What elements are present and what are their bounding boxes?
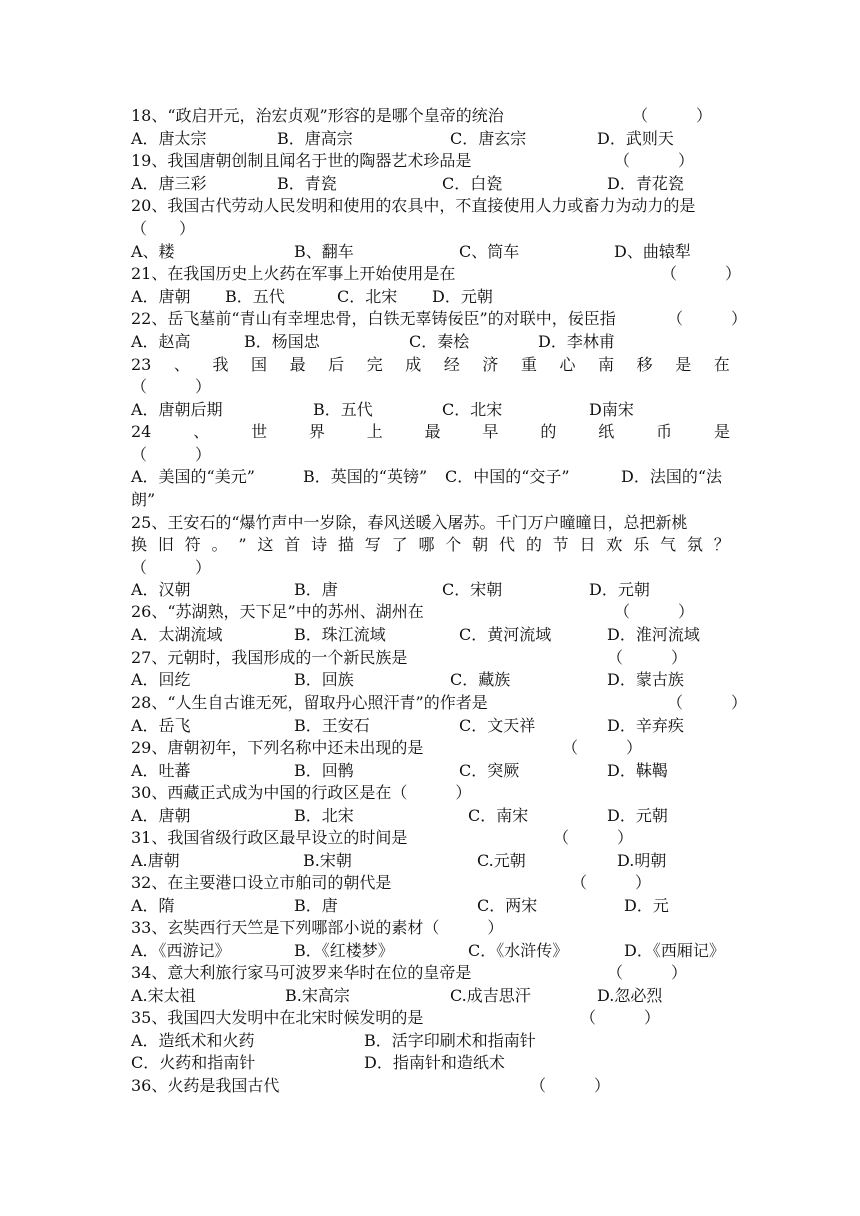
stem-char: 完: [366, 355, 383, 374]
q24-option-a: A．美国的“美元”: [131, 467, 255, 486]
q20-option-d: D、曲辕犁: [614, 242, 691, 261]
q22-option-b: B．杨国忠: [244, 332, 320, 351]
stem-char: ？: [713, 535, 730, 554]
question-22-stem: 22、岳飞墓前“青山有幸埋忠骨，白铁无辜铸佞臣”的对联中，佞臣指: [131, 309, 616, 328]
stem-char: 欢: [606, 535, 623, 554]
question-27-stem: 27、元朝时，我国形成的一个新民族是: [131, 648, 408, 667]
q24-option-d-wrap: 朗”: [131, 490, 156, 509]
stem-char: 旧: [157, 535, 174, 554]
q26-option-b: B．珠江流域: [294, 625, 386, 644]
q18-option-c: C．唐玄宗: [450, 129, 527, 148]
q35-option-b: B．活字印刷术和指南针: [364, 1031, 536, 1050]
stem-char: 纸: [598, 422, 615, 441]
q34-option-a: A.宋太祖: [131, 986, 196, 1005]
q25-option-b: B．唐: [294, 580, 338, 599]
stem-char: 哪: [418, 535, 435, 554]
question-35-blank: （ ）: [580, 1008, 661, 1027]
stem-char: 我: [212, 355, 229, 374]
q29-option-b: B．回鹘: [294, 761, 354, 780]
stem-char: 。: [211, 535, 228, 554]
q34-option-b: B.宋高宗: [285, 986, 350, 1005]
stem-char: 个: [445, 535, 462, 554]
q23-option-a: A．唐朝后期: [131, 400, 223, 419]
question-31-blank: （ ）: [553, 828, 634, 847]
q30-option-a: A．唐朝: [131, 806, 191, 825]
q25-option-d: D．元朝: [589, 580, 650, 599]
stem-char: 诗: [311, 535, 328, 554]
q31-option-c: C.元朝: [477, 851, 526, 870]
q28-option-a: A．岳飞: [131, 716, 191, 735]
stem-char: 成: [405, 355, 422, 374]
question-25-blank: （ ）: [131, 558, 212, 577]
stem-char: 是: [713, 422, 730, 441]
question-28-blank: （ ）: [667, 693, 748, 712]
question-29-blank: （ ）: [562, 738, 643, 757]
q21-option-d: D．元朝: [432, 287, 493, 306]
stem-char: 符: [184, 535, 201, 554]
q34-option-c: C.成吉思汗: [450, 986, 531, 1005]
q29-option-a: A．吐蕃: [131, 761, 191, 780]
question-33-stem: 33、玄奘西行天竺是下列哪部小说的素材（ ）: [131, 918, 504, 937]
question-28-stem: 28、“人生自古谁无死，留取丹心照汗青”的作者是: [131, 693, 488, 712]
stem-char: 朝: [472, 535, 489, 554]
stem-char: 心: [559, 355, 576, 374]
q23-option-d: D南宋: [589, 400, 634, 419]
question-32-blank: （ ）: [571, 873, 652, 892]
q32-option-a: A．隋: [131, 896, 175, 915]
q21-option-c: C．北宋: [337, 287, 398, 306]
q35-option-c: C．火药和指南针: [131, 1053, 256, 1072]
q22-option-d: D．李林甫: [538, 332, 615, 351]
stem-char: 23: [131, 355, 152, 374]
q22-option-a: A．赵高: [131, 332, 191, 351]
q29-option-d: D．靺鞨: [607, 761, 668, 780]
stem-char: 气: [660, 535, 677, 554]
q18-option-a: A．唐太宗: [131, 129, 207, 148]
stem-char: 节: [552, 535, 569, 554]
question-27-blank: （ ）: [607, 648, 688, 667]
stem-char: 在: [713, 355, 730, 374]
question-36-stem: 36、火药是我国古代: [131, 1076, 280, 1095]
q31-option-d: D.明朝: [617, 851, 667, 870]
q32-option-c: C．两宋: [477, 896, 538, 915]
stem-char: 24: [131, 422, 152, 441]
q24-option-d: D．法国的“法: [621, 467, 723, 486]
question-18-blank: （ ）: [632, 106, 713, 125]
q27-option-c: C．藏族: [450, 670, 511, 689]
stem-char: 换: [131, 535, 148, 554]
stem-char: 乐: [633, 535, 650, 554]
q35-option-a: A．造纸术和火药: [131, 1031, 255, 1050]
q20-option-a: A、耧: [131, 242, 175, 261]
q28-option-b: B．王安石: [294, 716, 370, 735]
question-21-blank: （ ）: [661, 264, 742, 283]
q27-option-a: A．回纥: [131, 670, 191, 689]
q19-option-b: B．青瓷: [277, 174, 337, 193]
stem-char: 国: [251, 355, 268, 374]
question-26-stem: 26、“苏湖熟，天下足”中的苏州、湖州在: [131, 602, 424, 621]
question-24-blank: （ ）: [131, 445, 212, 464]
q19-option-a: A．唐三彩: [131, 174, 207, 193]
question-35-stem: 35、我国四大发明中在北宋时候发明的是: [131, 1008, 424, 1027]
q26-option-c: C．黄河流域: [459, 625, 552, 644]
q27-option-d: D．蒙古族: [607, 670, 684, 689]
question-25-stem-line2: [131, 535, 730, 555]
stem-char: 氛: [686, 535, 703, 554]
q21-option-b: B．五代: [225, 287, 285, 306]
q31-option-b: B.宋朝: [303, 851, 352, 870]
stem-char: 移: [636, 355, 653, 374]
q20-option-b: B、翻车: [294, 242, 354, 261]
stem-char: 早: [482, 422, 499, 441]
stem-char: 上: [366, 422, 383, 441]
stem-char: 的: [525, 535, 542, 554]
q24-option-b: B．英国的“英镑”: [303, 467, 428, 486]
q23-option-b: B．五代: [313, 400, 373, 419]
stem-char: 写: [364, 535, 381, 554]
q19-option-c: C．白瓷: [442, 174, 503, 193]
stem-char: 最: [424, 422, 441, 441]
question-19-stem: 19、我国唐朝创制且闻名于世的陶器艺术珍品是: [131, 151, 472, 170]
question-20-blank: （ ）: [131, 219, 196, 238]
stem-char: 代: [498, 535, 515, 554]
q18-option-b: B．唐高宗: [277, 129, 353, 148]
question-34-blank: （ ）: [607, 963, 688, 982]
question-32-stem: 32、在主要港口设立市舶司的朝代是: [131, 873, 392, 892]
stem-char: 界: [308, 422, 325, 441]
q30-option-b: B．北宋: [294, 806, 354, 825]
question-22-blank: （ ）: [667, 309, 748, 328]
stem-char: 世: [251, 422, 268, 441]
question-29-stem: 29、唐朝初年，下列名称中还未出现的是: [131, 738, 424, 757]
stem-char: 首: [284, 535, 301, 554]
q31-option-a: A.唐朝: [131, 851, 180, 870]
question-26-blank: （ ）: [614, 602, 695, 621]
question-24-stem: [131, 422, 730, 442]
q32-option-b: B．唐: [294, 896, 338, 915]
q18-option-d: D．武则天: [597, 129, 674, 148]
stem-char: 重: [520, 355, 537, 374]
stem-char: 描: [337, 535, 354, 554]
question-21-stem: 21、在我国历史上火药在军事上开始使用是在: [131, 264, 456, 283]
q34-option-d: D.忽必烈: [597, 986, 663, 1005]
q28-option-d: D．辛弃疾: [607, 716, 684, 735]
q22-option-c: C．秦桧: [409, 332, 470, 351]
stem-char: 了: [391, 535, 408, 554]
stem-char: 经: [443, 355, 460, 374]
q26-option-a: A．太湖流域: [131, 625, 223, 644]
q28-option-c: C．文天祥: [459, 716, 536, 735]
question-34-stem: 34、意大利旅行家马可波罗来华时在位的皇帝是: [131, 963, 472, 982]
question-36-blank: （ ）: [530, 1076, 611, 1095]
q29-option-c: C．突厥: [459, 761, 520, 780]
q19-option-d: D．青花瓷: [607, 174, 684, 193]
q33-option-b: B．《红楼梦》: [294, 941, 394, 960]
stem-char: 日: [579, 535, 596, 554]
stem-char: 、: [173, 355, 190, 374]
q21-option-a: A．唐朝: [131, 287, 191, 306]
q26-option-d: D．淮河流域: [607, 625, 700, 644]
q25-option-a: A．汉朝: [131, 580, 191, 599]
stem-char: ”: [238, 535, 247, 554]
q33-option-d: D．《西厢记》: [624, 941, 725, 960]
q33-option-c: C．《水浒传》: [468, 941, 569, 960]
stem-char: 最: [289, 355, 306, 374]
q30-option-d: D．元朝: [607, 806, 668, 825]
question-30-stem: 30、西藏正式成为中国的行政区是在（ ）: [131, 783, 472, 802]
stem-char: 南: [598, 355, 615, 374]
question-25-stem: 25、王安石的“爆竹声中一岁除，春风送暖入屠苏。千门万户曈曈日，总把新桃: [131, 513, 688, 532]
stem-char: 币: [656, 422, 673, 441]
stem-char: 这: [257, 535, 274, 554]
stem-char: 后: [328, 355, 345, 374]
question-20-stem: 20、我国古代劳动人民发明和使用的农具中，不直接使用人力或畜力为动力的是: [131, 196, 696, 215]
question-18-stem: 18、“政启开元，治宏贞观”形容的是哪个皇帝的统治: [131, 106, 504, 125]
q32-option-d: D．元: [624, 896, 669, 915]
question-19-blank: （ ）: [614, 151, 695, 170]
stem-char: 济: [482, 355, 499, 374]
stem-char: 、: [193, 422, 210, 441]
question-23-blank: （ ）: [131, 377, 212, 396]
q27-option-b: B．回族: [294, 670, 354, 689]
q20-option-c: C、筒车: [459, 242, 520, 261]
q33-option-a: A．《西游记》: [131, 941, 231, 960]
stem-char: 的: [540, 422, 557, 441]
stem-char: 是: [675, 355, 692, 374]
q23-option-c: C．北宋: [442, 400, 503, 419]
q24-option-c: C．中国的“交子”: [445, 467, 570, 486]
question-23-stem: [131, 355, 730, 375]
q35-option-d: D．指南针和造纸术: [364, 1053, 505, 1072]
q25-option-c: C．宋朝: [442, 580, 503, 599]
q30-option-c: C．南宋: [468, 806, 529, 825]
question-31-stem: 31、我国省级行政区最早设立的时间是: [131, 828, 408, 847]
